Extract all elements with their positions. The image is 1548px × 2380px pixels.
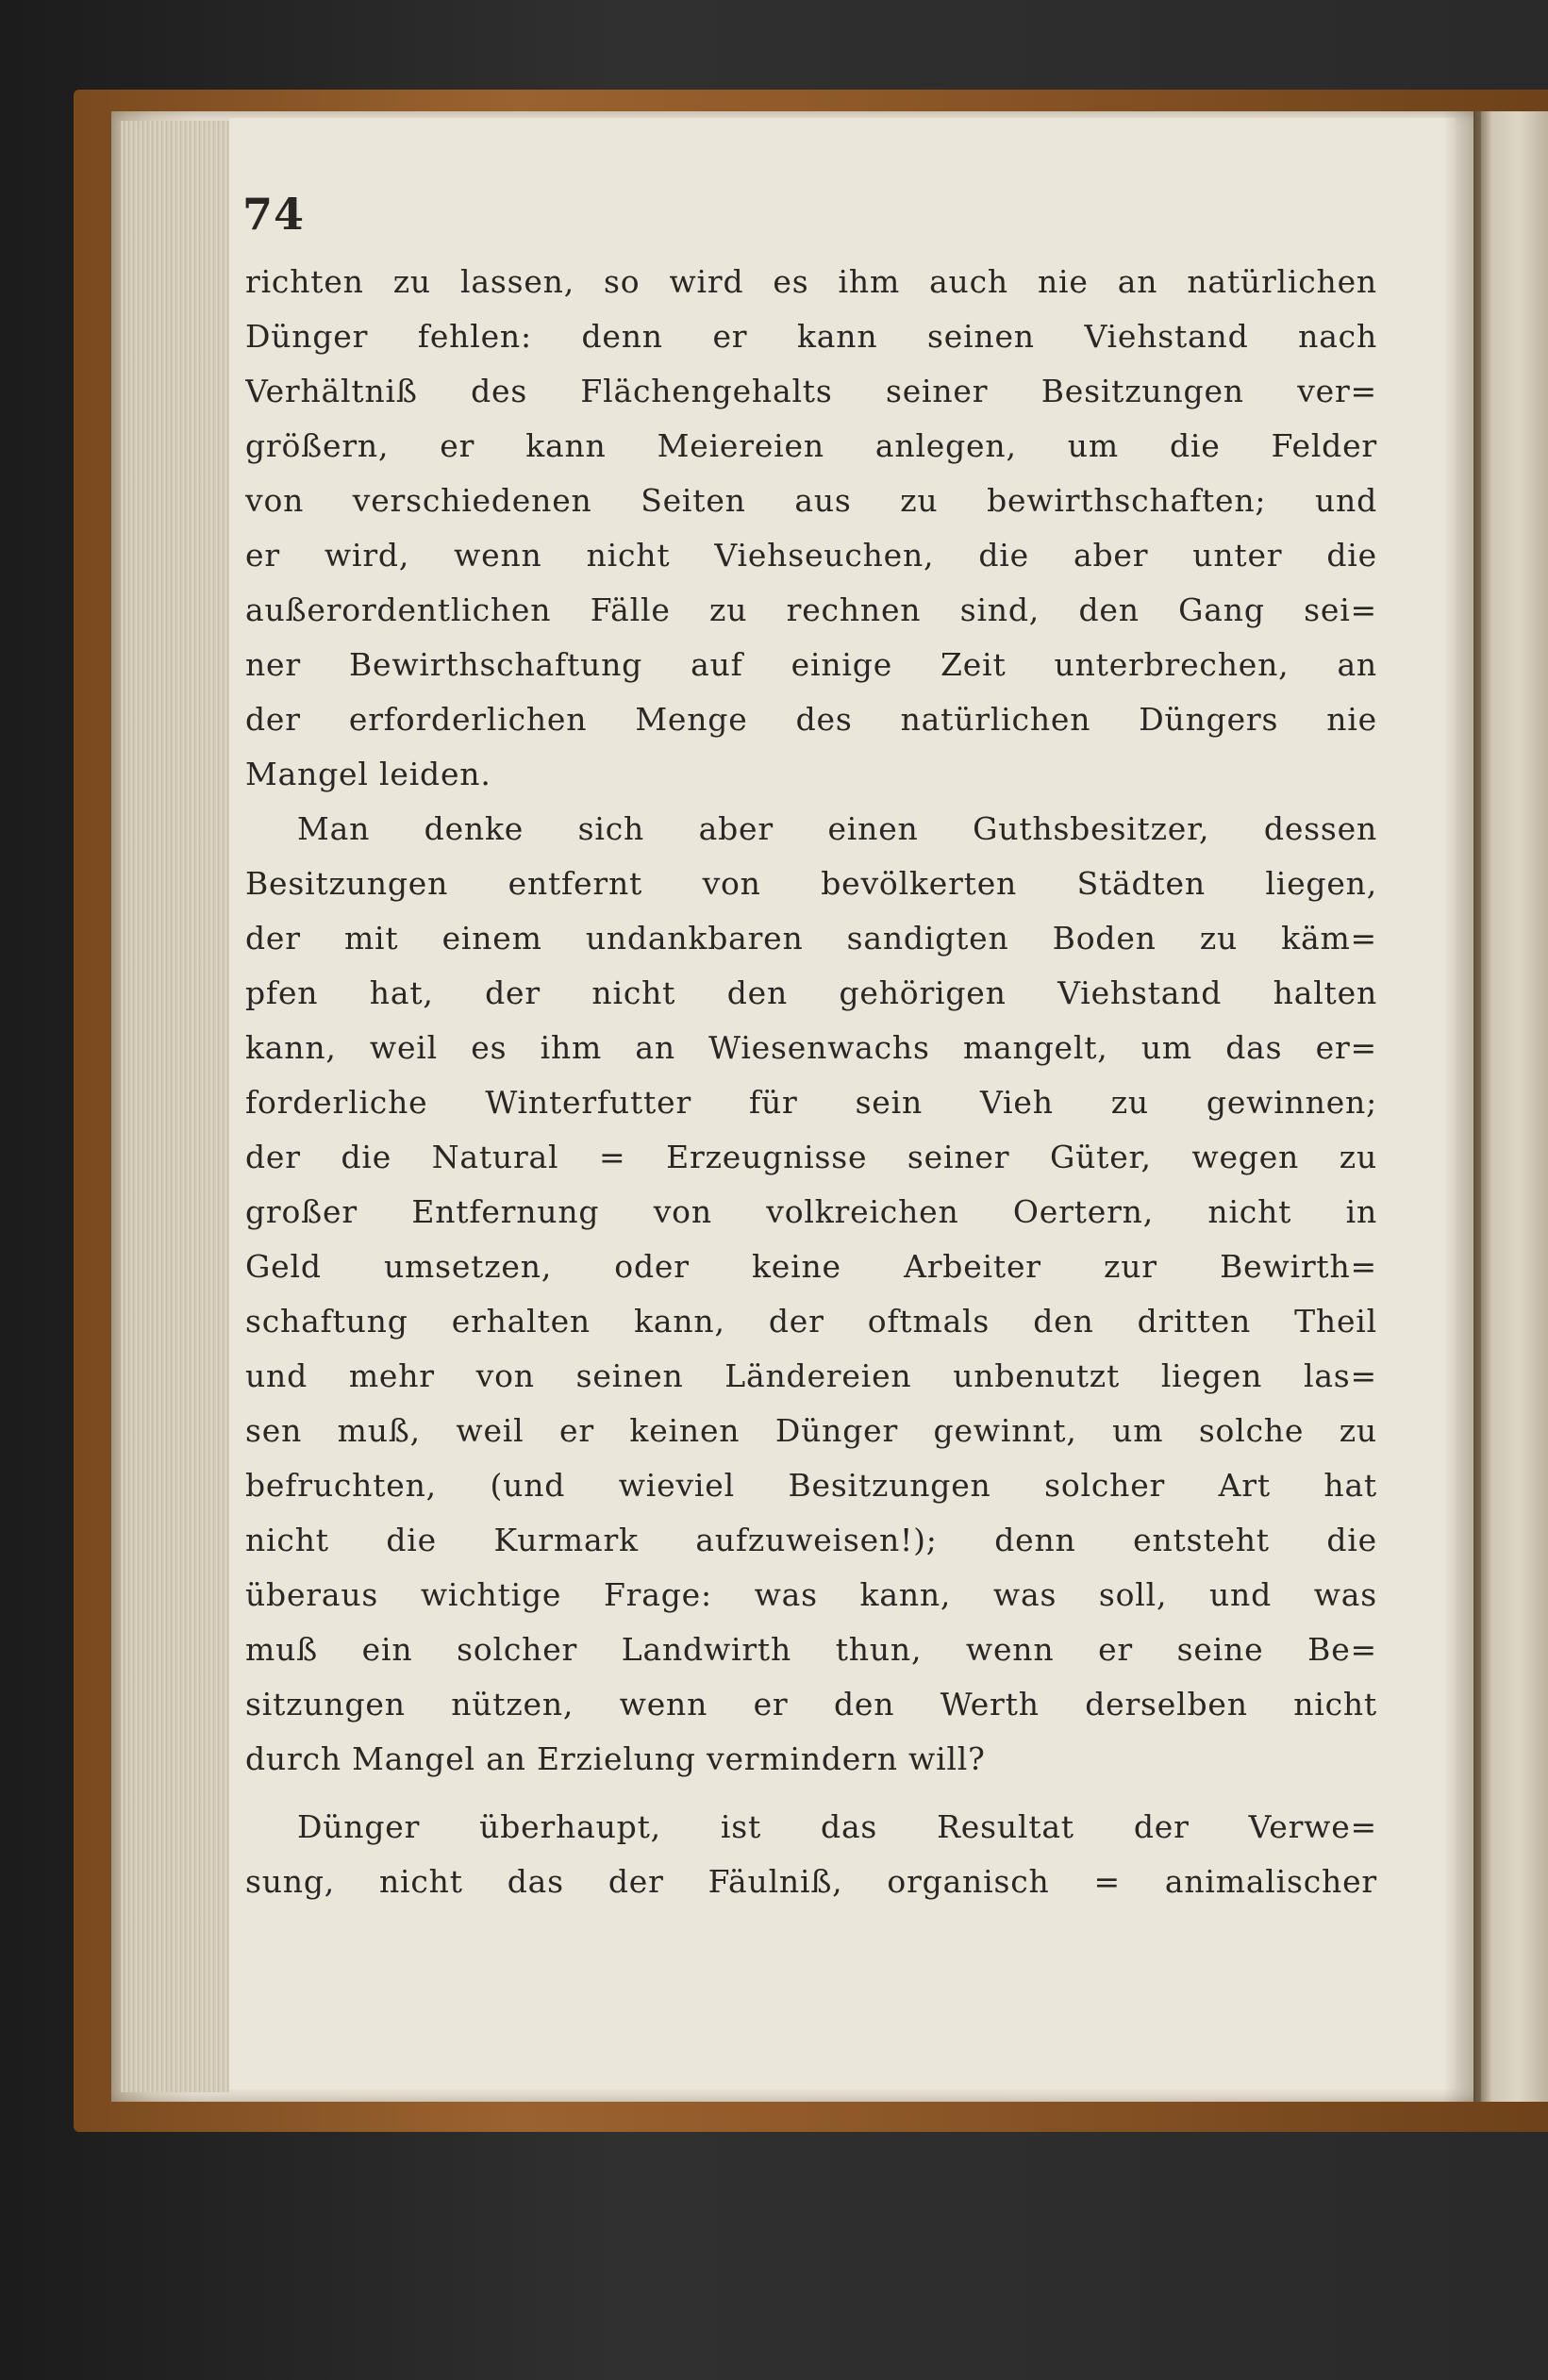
text-line: größern, er kann Meiereien anlegen, um die Felder: [245, 427, 1377, 464]
text-line: von verschiedenen Seiten aus zu bewirthschaften; und: [245, 482, 1377, 519]
paragraph: [245, 255, 1472, 802]
text-line: er wird, wenn nicht Viehseuchen, die aber unter die: [245, 537, 1377, 574]
text-line: Dünger fehlen: denn er kann seinen Viehstand nach: [245, 318, 1377, 355]
paragraph: [245, 1800, 1472, 1909]
text-line: richten zu lassen, so wird es ihm auch nie an natürlichen: [245, 263, 1377, 300]
text-line: der die Natural = Erzeugnisse seiner Güter, wegen zu: [245, 1139, 1377, 1175]
text-line: Verhältniß des Flächengehalts seiner Besitzungen ver=: [245, 373, 1377, 409]
text-line: pfen hat, der nicht den gehörigen Viehstand halten: [245, 974, 1377, 1011]
paragraph-gap: [245, 1787, 1472, 1800]
text-line: Man denke sich aber einen Guthsbesitzer, dessen: [297, 810, 1377, 847]
page-edges: [121, 121, 229, 2092]
text-line: ner Bewirthschaftung auf einige Zeit unterbrechen, an: [245, 646, 1377, 683]
text-line: sitzungen nützen, wenn er den Werth derselben nicht: [245, 1686, 1377, 1723]
text-line: der erforderlichen Menge des natürlichen Düngers nie: [245, 701, 1377, 738]
text-line: überaus wichtige Frage: was kann, was soll, und was: [245, 1576, 1377, 1613]
text-line: Dünger überhaupt, ist das Resultat der Verwe=: [297, 1808, 1377, 1845]
text-line: sung, nicht das der Fäulniß, organisch = animalischer: [245, 1863, 1377, 1900]
text-line: nicht die Kurmark aufzuweisen!); denn entsteht die: [245, 1522, 1377, 1558]
text-line: Geld umsetzen, oder keine Arbeiter zur Bewirth=: [245, 1248, 1377, 1285]
text-body: [245, 255, 1472, 1909]
text-line: durch Mangel an Erzielung vermindern will?: [245, 1740, 986, 1777]
text-line: befruchten, (und wieviel Besitzungen solcher Art hat: [245, 1467, 1377, 1504]
page-number: 74: [242, 189, 306, 240]
text-line: außerordentlichen Fälle zu rechnen sind, den Gang sei=: [245, 591, 1377, 628]
text-line: der mit einem undankbaren sandigten Boden zu käm=: [245, 920, 1377, 957]
text-line: Mangel leiden.: [245, 756, 491, 792]
text-line: kann, weil es ihm an Wiesenwachs mangelt, um das er=: [245, 1029, 1377, 1066]
facing-page-edge: [1473, 111, 1548, 2102]
text-line: schaftung erhalten kann, der oftmals den dritten Theil: [245, 1303, 1377, 1340]
text-line: Besitzungen entfernt von bevölkerten Städten liegen,: [245, 865, 1377, 902]
text-line: und mehr von seinen Ländereien unbenutzt liegen las=: [245, 1357, 1377, 1394]
text-line: großer Entfernung von volkreichen Oertern, nicht in: [245, 1193, 1377, 1230]
text-line: sen muß, weil er keinen Dünger gewinnt, um solche zu: [245, 1412, 1377, 1449]
paragraph: [245, 802, 1472, 1787]
text-line: forderliche Winterfutter für sein Vieh zu gewinnen;: [245, 1084, 1377, 1121]
text-line: muß ein solcher Landwirth thun, wenn er seine Be=: [245, 1631, 1377, 1668]
